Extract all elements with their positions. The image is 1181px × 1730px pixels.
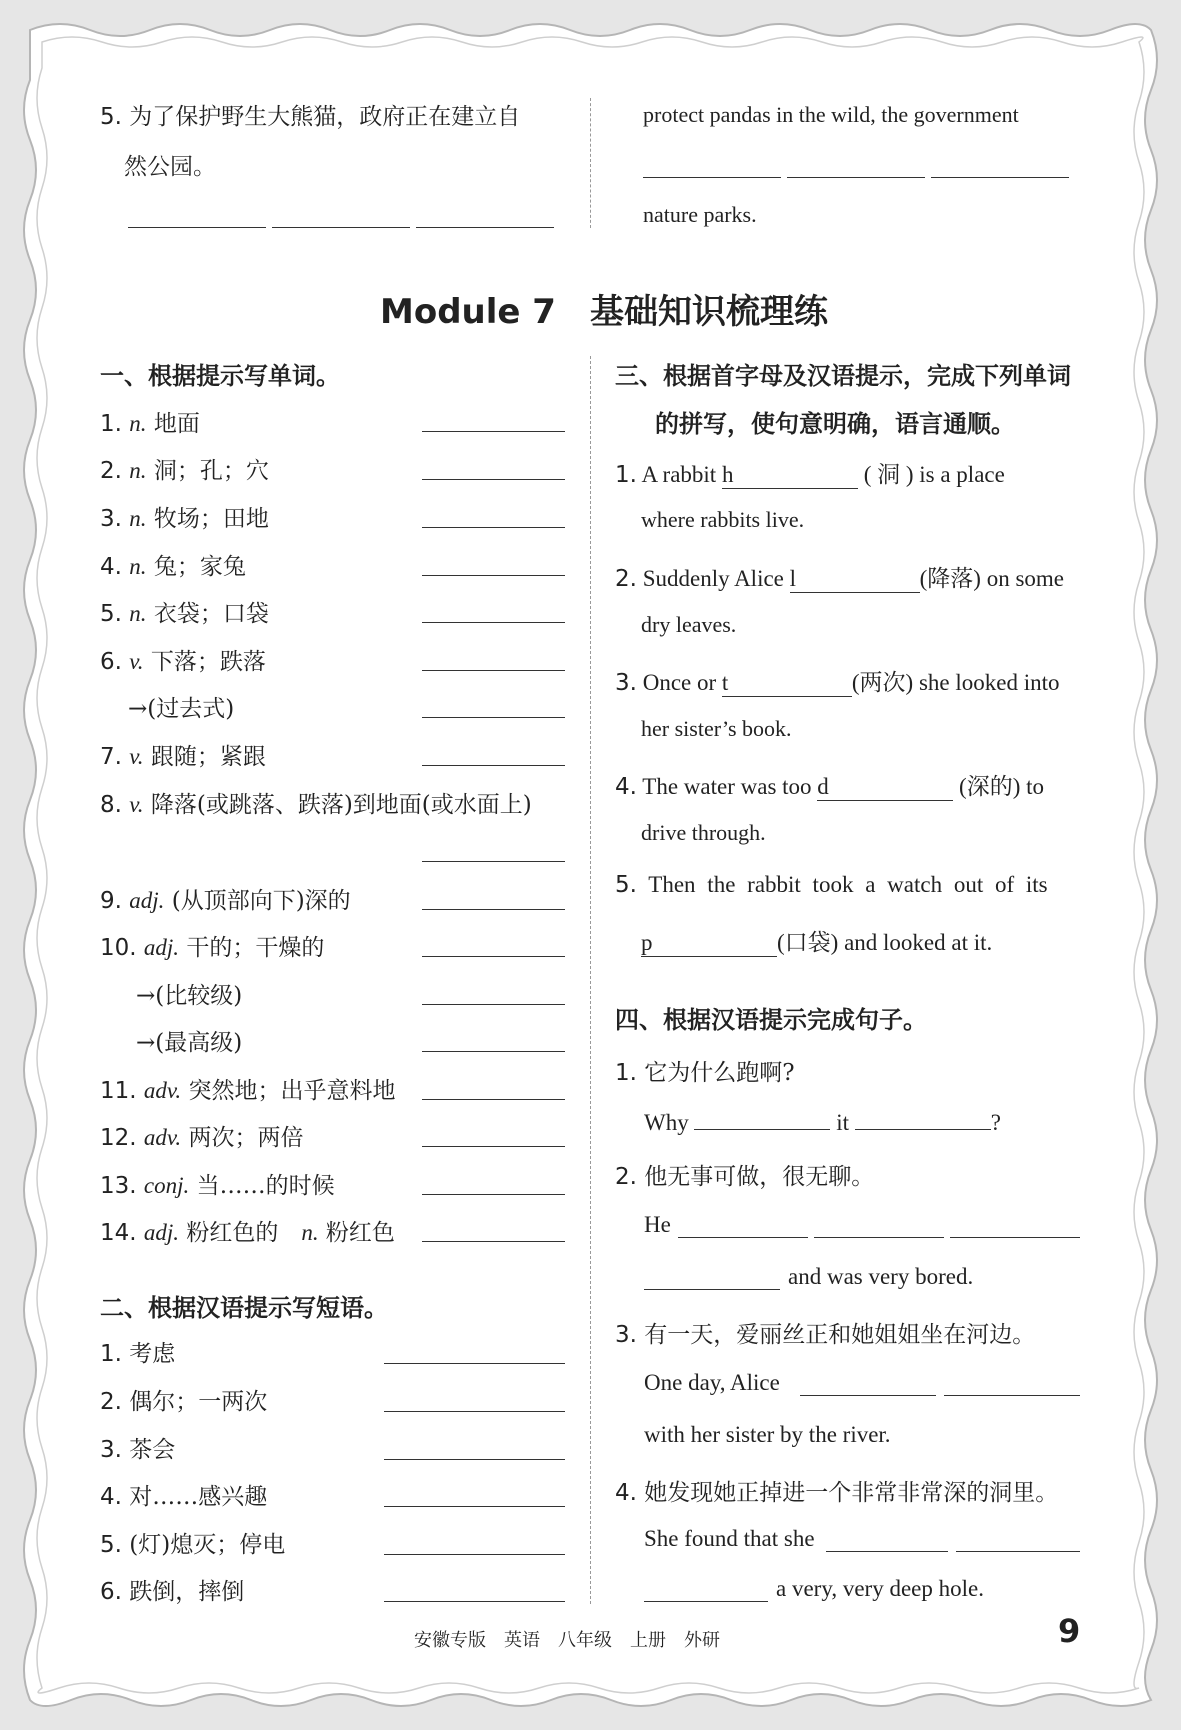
s1-subitem: →(过去式) bbox=[128, 696, 235, 722]
answer-blank[interactable] bbox=[644, 1600, 768, 1602]
answer-blank[interactable] bbox=[800, 1394, 936, 1396]
s4-answer-tail: a very, very deep hole. bbox=[776, 1576, 984, 1601]
s2-item: 5. (灯)熄灭；停电 bbox=[100, 1532, 286, 1558]
answer-blank[interactable]: d bbox=[817, 774, 953, 801]
s3-question-line2: where rabbits live. bbox=[641, 507, 805, 532]
s1-item: 4. n. 兔；家兔 bbox=[100, 554, 246, 580]
s4-question: 3. 有一天，爱丽丝正和她姐姐坐在河边。 bbox=[615, 1322, 1036, 1348]
s3-question: 2. Suddenly Alice l (降落) on some bbox=[615, 566, 1065, 592]
answer-blank[interactable]: t bbox=[722, 670, 852, 697]
answer-blank[interactable]: h bbox=[722, 462, 858, 489]
s2-item: 6. 跌倒，摔倒 bbox=[100, 1579, 245, 1605]
page-number: 9 bbox=[1058, 1612, 1081, 1650]
answer-blank[interactable] bbox=[384, 1553, 565, 1555]
s2-item: 2. 偶尔；一两次 bbox=[100, 1389, 268, 1415]
s1-subitem: →(最高级) bbox=[136, 1030, 243, 1056]
s1-item: 11. adv. 突然地；出乎意料地 bbox=[100, 1078, 396, 1104]
answer-blank[interactable] bbox=[422, 1240, 565, 1242]
answer-blank[interactable]: p bbox=[641, 930, 777, 957]
s3-question-line2: drive through. bbox=[641, 820, 766, 845]
s3-question-line2: p (口袋) and looked at it. bbox=[641, 930, 993, 955]
page-title: Module 7 基础知识梳理练 bbox=[380, 292, 828, 332]
top-question-line2: 然公园。 bbox=[124, 154, 216, 180]
answer-blank[interactable] bbox=[422, 955, 565, 957]
answer-blank[interactable] bbox=[694, 1108, 830, 1130]
s1-item: 8. v. 降落(或跳落、跌落)到地面(或水面上) bbox=[100, 792, 532, 818]
s1-item: 3. n. 牧场；田地 bbox=[100, 506, 269, 532]
column-divider bbox=[590, 356, 591, 1604]
s4-answer-line: She found that she bbox=[644, 1526, 815, 1551]
s1-subitem: →(比较级) bbox=[136, 983, 243, 1009]
s4-answer-line: One day, Alice bbox=[644, 1370, 780, 1395]
s4-answer-tail: with her sister by the river. bbox=[644, 1422, 891, 1447]
section3-heading-line2: 的拼写，使句意明确，语言通顺。 bbox=[655, 409, 1015, 438]
s3-question-line2: dry leaves. bbox=[641, 612, 737, 637]
s1-item: 7. v. 跟随；紧跟 bbox=[100, 744, 266, 770]
top-question-line1: 5. 为了保护野生大熊猫，政府正在建立自 bbox=[100, 104, 521, 130]
answer-blank[interactable] bbox=[643, 176, 781, 178]
answer-blank[interactable] bbox=[384, 1505, 565, 1507]
s4-answer-line: He bbox=[644, 1212, 671, 1237]
answer-blank[interactable] bbox=[944, 1394, 1080, 1396]
s4-answer-tail: and was very bored. bbox=[788, 1264, 974, 1289]
s3-question-line2: her sister’s book. bbox=[641, 716, 792, 741]
s2-item: 3. 茶会 bbox=[100, 1437, 176, 1463]
answer-blank[interactable] bbox=[416, 226, 554, 228]
answer-blank[interactable] bbox=[814, 1236, 944, 1238]
answer-blank[interactable] bbox=[422, 621, 565, 623]
s1-item: 2. n. 洞；孔；穴 bbox=[100, 458, 269, 484]
s4-answer-line: Why it ? bbox=[644, 1110, 1001, 1135]
answer-blank[interactable] bbox=[422, 716, 565, 718]
answer-blank[interactable] bbox=[787, 176, 925, 178]
s2-item: 1. 考虑 bbox=[100, 1341, 176, 1367]
answer-blank[interactable] bbox=[422, 1098, 565, 1100]
s3-question: 3. Once or t (两次) she looked into bbox=[615, 670, 1060, 696]
s1-item: 5. n. 衣袋；口袋 bbox=[100, 601, 269, 627]
answer-blank[interactable] bbox=[422, 860, 565, 862]
s3-question: 1. A rabbit h ( 洞 ) is a place bbox=[615, 462, 1005, 488]
s1-item: 9. adj. (从顶部向下)深的 bbox=[100, 888, 351, 914]
s2-item: 4. 对……感兴趣 bbox=[100, 1484, 268, 1510]
section2-heading: 二、根据汉语提示写短语。 bbox=[100, 1293, 388, 1322]
s4-question: 1. 它为什么跑啊? bbox=[615, 1060, 795, 1086]
answer-blank[interactable] bbox=[272, 226, 410, 228]
answer-blank[interactable]: l bbox=[790, 566, 920, 593]
answer-blank[interactable] bbox=[384, 1410, 565, 1412]
s4-question: 2. 他无事可做，很无聊。 bbox=[615, 1164, 875, 1190]
s1-item: 6. v. 下落；跌落 bbox=[100, 649, 266, 675]
answer-blank[interactable] bbox=[128, 226, 266, 228]
answer-blank[interactable] bbox=[422, 1193, 565, 1195]
section3-heading-line1: 三、根据首字母及汉语提示，完成下列单词 bbox=[615, 361, 1071, 390]
answer-blank[interactable] bbox=[422, 669, 565, 671]
answer-blank[interactable] bbox=[950, 1236, 1080, 1238]
s3-question: 5. Then the rabbit took a watch out of its bbox=[615, 872, 1048, 898]
footer-text: 安徽专版 英语 八年级 上册 外研 bbox=[414, 1630, 720, 1651]
answer-blank[interactable] bbox=[384, 1458, 565, 1460]
s1-item: 10. adj. 干的；干燥的 bbox=[100, 935, 325, 961]
answer-blank[interactable] bbox=[422, 478, 565, 480]
s1-item: 13. conj. 当……的时候 bbox=[100, 1173, 335, 1199]
s1-item: 1. n. 地面 bbox=[100, 411, 200, 437]
answer-blank[interactable] bbox=[422, 430, 565, 432]
s1-item: 14. adj. 粉红色的 n. 粉红色 bbox=[100, 1220, 395, 1246]
section1-heading: 一、根据提示写单词。 bbox=[100, 361, 340, 390]
answer-blank[interactable] bbox=[855, 1108, 991, 1130]
top-question-english-line1: protect pandas in the wild, the government bbox=[643, 102, 1019, 127]
answer-blank[interactable] bbox=[384, 1600, 565, 1602]
s3-question: 4. The water was too d (深的) to bbox=[615, 774, 1045, 800]
answer-blank[interactable] bbox=[956, 1550, 1080, 1552]
answer-blank[interactable] bbox=[422, 1145, 565, 1147]
answer-blank[interactable] bbox=[826, 1550, 948, 1552]
answer-blank[interactable] bbox=[422, 1050, 565, 1052]
answer-blank[interactable] bbox=[931, 176, 1069, 178]
answer-blank[interactable] bbox=[678, 1236, 808, 1238]
answer-blank[interactable] bbox=[422, 764, 565, 766]
top-question-english-line3: nature parks. bbox=[643, 202, 757, 227]
s4-question: 4. 她发现她正掉进一个非常非常深的洞里。 bbox=[615, 1480, 1059, 1506]
answer-blank[interactable] bbox=[422, 574, 565, 576]
answer-blank[interactable] bbox=[422, 526, 565, 528]
answer-blank[interactable] bbox=[422, 908, 565, 910]
answer-blank[interactable] bbox=[384, 1362, 565, 1364]
s1-item: 12. adv. 两次；两倍 bbox=[100, 1125, 304, 1151]
answer-blank[interactable] bbox=[422, 1003, 565, 1005]
column-divider bbox=[590, 98, 591, 228]
answer-blank[interactable] bbox=[644, 1288, 780, 1290]
section4-heading: 四、根据汉语提示完成句子。 bbox=[615, 1005, 927, 1034]
